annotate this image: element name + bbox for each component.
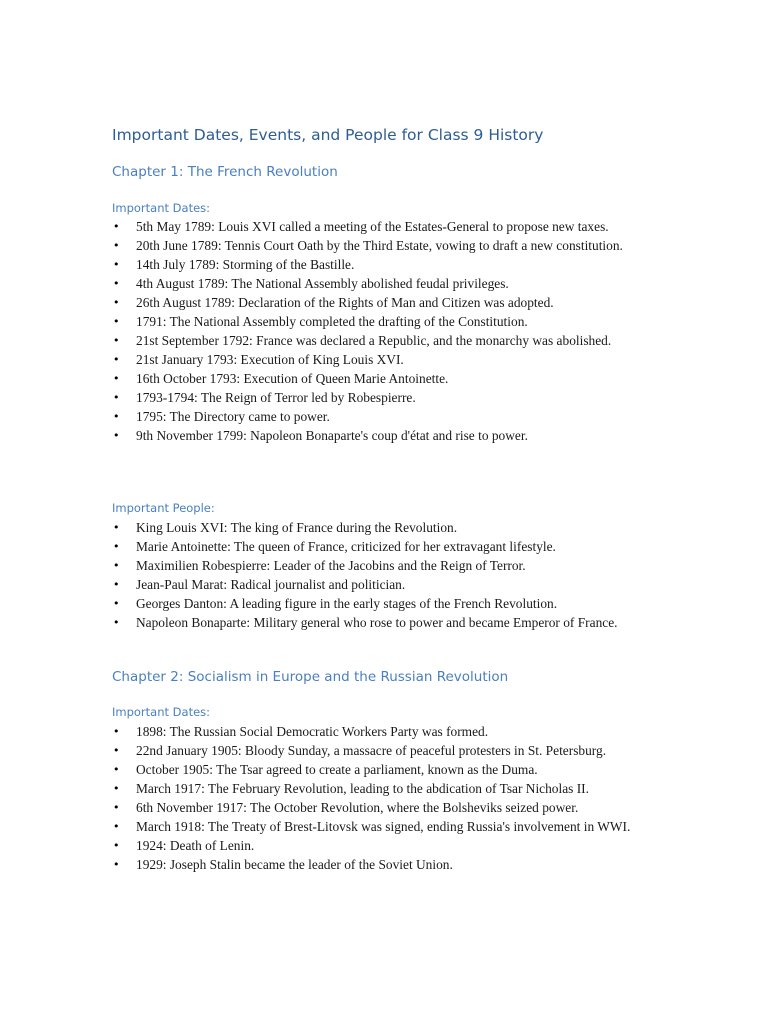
- list-item: [112, 594, 657, 613]
- bullet-icon: •: [113, 372, 120, 385]
- list-item-text: March 1917: The February Revolution, leading to the abdication of Tsar Nicholas II.: [136, 781, 589, 796]
- bullet-icon: •: [113, 296, 120, 309]
- list-item: [112, 236, 657, 255]
- list-item: [112, 779, 657, 798]
- list-item: [112, 817, 657, 836]
- bullet-icon: •: [113, 220, 120, 233]
- list-item: [112, 293, 657, 312]
- list-item-text: 1929: Joseph Stalin became the leader of the Soviet Union.: [136, 857, 453, 872]
- bullet-icon: •: [113, 763, 120, 776]
- bullet-icon: •: [113, 521, 120, 534]
- bullet-icon: •: [113, 410, 120, 423]
- list-item: [112, 556, 657, 575]
- bullet-icon: •: [113, 858, 120, 871]
- bullet-icon: •: [113, 578, 120, 591]
- list-item-text: Georges Danton: A leading figure in the early stages of the French Revolution.: [136, 596, 558, 611]
- list-item-text: Napoleon Bonaparte: Military general who rose to power and became Emperor of France.: [136, 615, 618, 630]
- bullet-icon: •: [113, 334, 120, 347]
- list-item: [112, 255, 657, 274]
- list-item-text: 26th August 1789: Declaration of the Rights of Man and Citizen was adopted.: [136, 295, 554, 310]
- chapter-1-dates-label: Important Dates:: [112, 201, 211, 215]
- chapter-1-people-label: Important People:: [112, 501, 215, 515]
- bullet-icon: •: [113, 597, 120, 610]
- list-item-text: October 1905: The Tsar agreed to create a parliament, known as the Duma.: [136, 762, 538, 777]
- list-item-text: 6th November 1917: The October Revolution, where the Bolsheviks seized power.: [136, 800, 579, 815]
- bullet-icon: •: [113, 839, 120, 852]
- list-item: [112, 760, 657, 779]
- list-item-text: 21st January 1793: Execution of King Louis XVI.: [136, 352, 404, 367]
- list-item-text: 21st September 1792: France was declared a Republic, and the monarchy was abolished.: [136, 333, 612, 348]
- chapter-2-dates-list: [112, 722, 657, 874]
- list-item-text: 1898: The Russian Social Democratic Workers Party was formed.: [136, 724, 489, 739]
- list-item-text: 9th November 1799: Napoleon Bonaparte's coup d'état and rise to power.: [136, 428, 528, 443]
- list-item: [112, 407, 657, 426]
- list-item-text: 1795: The Directory came to power.: [136, 409, 330, 424]
- list-item: [112, 722, 657, 741]
- list-item: [112, 836, 657, 855]
- list-item: [112, 741, 657, 760]
- document-title: Important Dates, Events, and People for Class 9 History: [112, 126, 544, 144]
- bullet-icon: •: [113, 353, 120, 366]
- list-item: [112, 312, 657, 331]
- list-item: [112, 575, 657, 594]
- chapter-1-title: Chapter 1: The French Revolution: [112, 164, 338, 180]
- chapter-1-dates-list: [112, 217, 657, 445]
- bullet-icon: •: [113, 258, 120, 271]
- chapter-2-dates-label: Important Dates:: [112, 705, 211, 719]
- list-item: [112, 537, 657, 556]
- bullet-icon: •: [113, 820, 120, 833]
- bullet-icon: •: [113, 801, 120, 814]
- list-item: [112, 331, 657, 350]
- list-item-text: 1793-1794: The Reign of Terror led by Robespierre.: [136, 390, 416, 405]
- list-item: [112, 274, 657, 293]
- list-item-text: Maximilien Robespierre: Leader of the Jacobins and the Reign of Terror.: [136, 558, 526, 573]
- bullet-icon: •: [113, 277, 120, 290]
- list-item: [112, 350, 657, 369]
- list-item: [112, 369, 657, 388]
- list-item: [112, 388, 657, 407]
- list-item-text: 4th August 1789: The National Assembly abolished feudal privileges.: [136, 276, 509, 291]
- bullet-icon: •: [113, 540, 120, 553]
- list-item-text: 5th May 1789: Louis XVI called a meeting of the Estates-General to propose new taxes.: [136, 219, 609, 234]
- list-item-text: 20th June 1789: Tennis Court Oath by the Third Estate, vowing to draft a new constitution.: [136, 238, 623, 253]
- list-item-text: Marie Antoinette: The queen of France, criticized for her extravagant lifestyle.: [136, 539, 556, 554]
- bullet-icon: •: [113, 782, 120, 795]
- list-item-text: 22nd January 1905: Bloody Sunday, a massacre of peaceful protesters in St. Petersburg.: [136, 743, 607, 758]
- chapter-1-people-list: [112, 518, 657, 632]
- bullet-icon: •: [113, 559, 120, 572]
- list-item-text: March 1918: The Treaty of Brest-Litovsk was signed, ending Russia's involvement in WWI.: [136, 819, 631, 834]
- bullet-icon: •: [113, 744, 120, 757]
- list-item: [112, 798, 657, 817]
- list-item-text: 1791: The National Assembly completed the drafting of the Constitution.: [136, 314, 528, 329]
- list-item-text: King Louis XVI: The king of France during the Revolution.: [136, 520, 458, 535]
- bullet-icon: •: [113, 725, 120, 738]
- list-item: [112, 217, 657, 236]
- bullet-icon: •: [113, 239, 120, 252]
- list-item-text: 14th July 1789: Storming of the Bastille.: [136, 257, 355, 272]
- list-item: [112, 613, 657, 632]
- list-item-text: 1924: Death of Lenin.: [136, 838, 255, 853]
- list-item: [112, 518, 657, 537]
- bullet-icon: •: [113, 315, 120, 328]
- list-item-text: Jean-Paul Marat: Radical journalist and politician.: [136, 577, 406, 592]
- bullet-icon: •: [113, 616, 120, 629]
- bullet-icon: •: [113, 429, 120, 442]
- list-item-text: 16th October 1793: Execution of Queen Marie Antoinette.: [136, 371, 449, 386]
- bullet-icon: •: [113, 391, 120, 404]
- chapter-2-title: Chapter 2: Socialism in Europe and the Russian Revolution: [112, 669, 509, 685]
- list-item: [112, 426, 657, 445]
- list-item: [112, 855, 657, 874]
